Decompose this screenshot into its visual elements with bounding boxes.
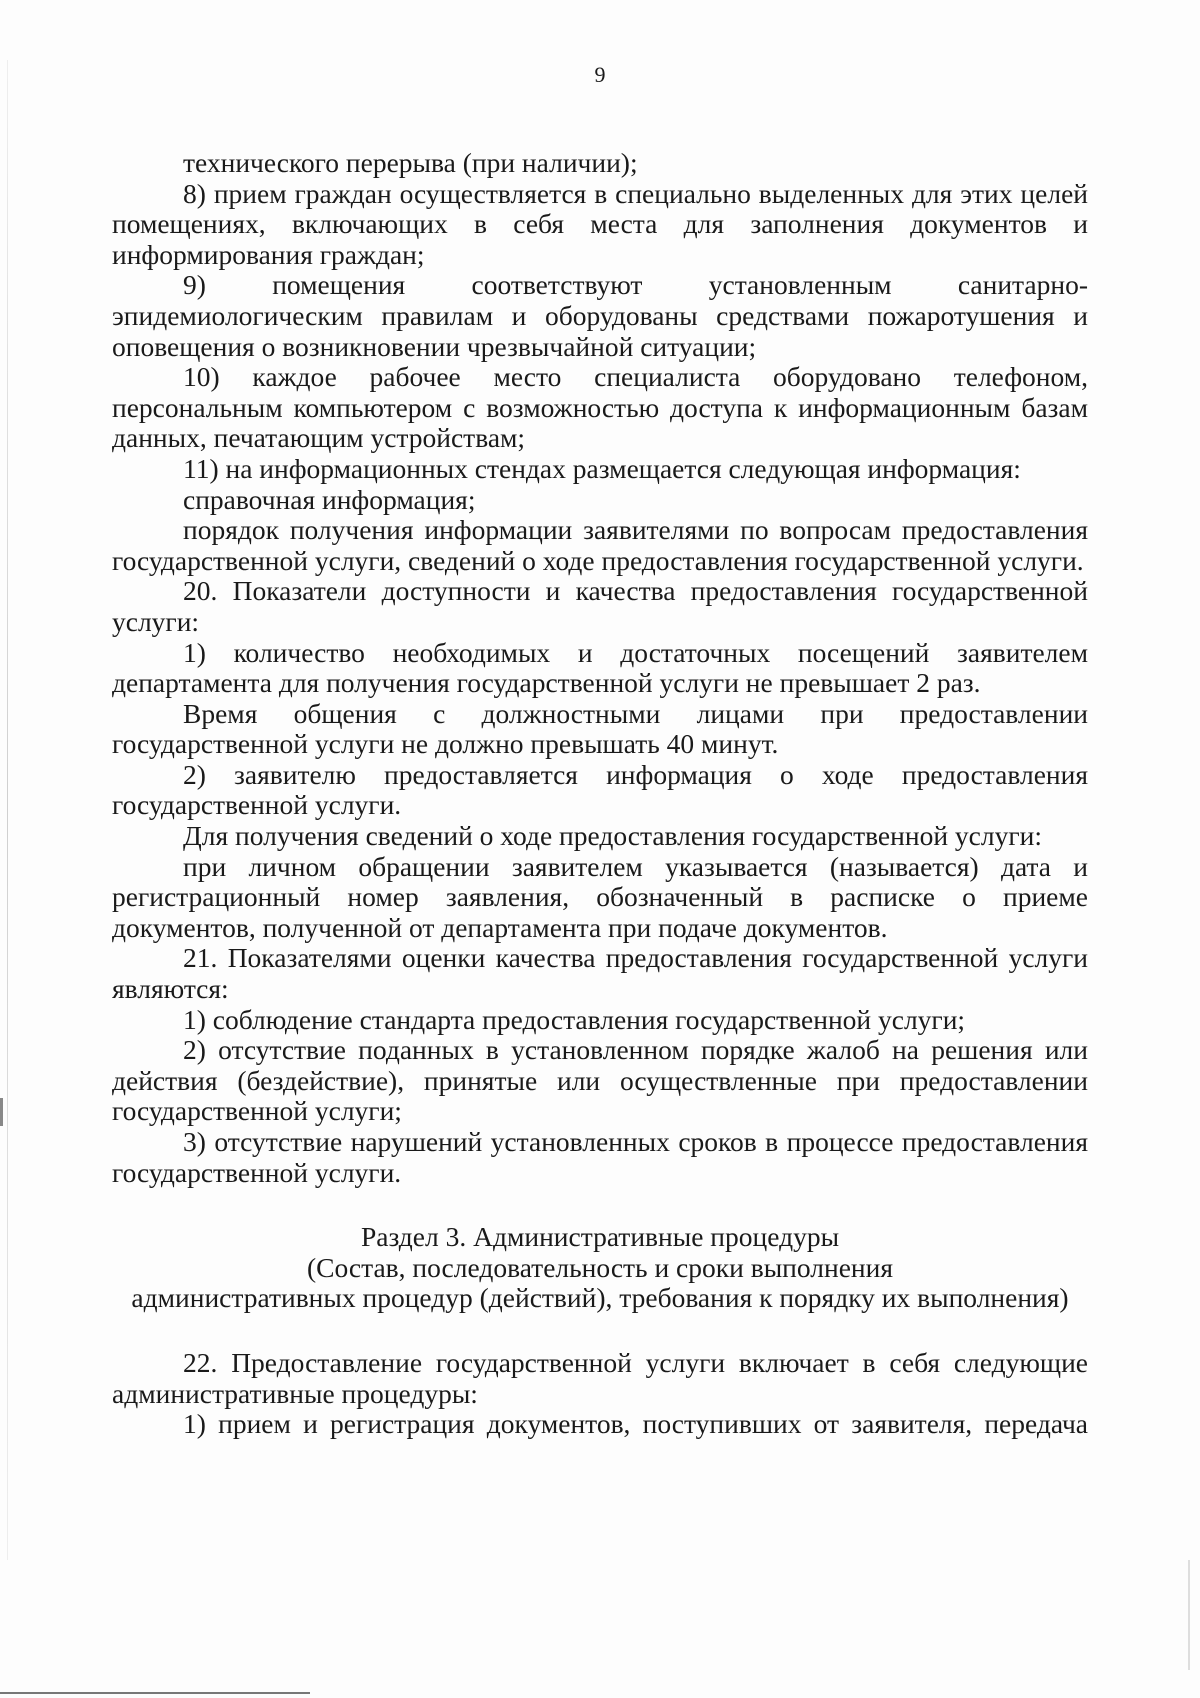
paragraph: 8) прием граждан осуществляется в специально выделенных для этих целей помещениях, включающих в себя места для заполнения документов и информирования граждан;: [112, 177, 1088, 270]
paragraph: 10) каждое рабочее место специалиста оборудовано телефоном, персональным компьютером с возможностью доступа к информационным базам данных, печатающим устройствам;: [112, 361, 1088, 454]
paragraph: порядок получения информации заявителями по вопросам предоставления государственной услуги, сведений о ходе предоставления государственной услуги.: [112, 514, 1088, 576]
spacer: [112, 1314, 1088, 1348]
document-body: [112, 148, 1088, 1440]
paragraph: 11) на информационных стендах размещается следующая информация:: [183, 452, 1021, 484]
paragraphs-after-heading: [112, 1348, 1088, 1440]
section-heading-line-1: Раздел 3. Административные процедуры: [360, 1221, 840, 1253]
paragraph: при личном обращении заявителем указывается (называется) дата и регистрационный номер заявления, обозначенный в расписке о приеме документов, полученной от департамента при подаче документов.: [112, 850, 1088, 943]
section-heading-line-2: (Состав, последовательность и сроки выполнения: [306, 1251, 894, 1283]
paragraph: 20. Показатели доступности и качества предоставления государственной услуги:: [112, 575, 1088, 637]
scan-edge-left: [7, 60, 8, 1560]
paragraph: 1) прием и регистрация документов, поступивших от заявителя, передача: [183, 1408, 1088, 1440]
paragraph: 22. Предоставление государственной услуги включает в себя следующие административные процедуры:: [112, 1346, 1088, 1409]
paragraph: Время общения с должностными лицами при предоставлении государственной услуги не должно превышать 40 минут.: [112, 697, 1088, 760]
paragraph: 21. Показателями оценки качества предоставления государственной услуги являются:: [112, 942, 1088, 1005]
scan-mark-left: [0, 1098, 3, 1126]
paragraph: 1) количество необходимых и достаточных посещений заявителем департамента для получения государственной услуги не превышает 2 раз.: [112, 636, 1088, 699]
spacer: [112, 1188, 1088, 1222]
paragraph: справочная информация;: [183, 483, 476, 515]
paragraph: 2) заявителю предоставляется информация о ходе предоставления государственной услуги.: [112, 758, 1088, 821]
paragraph: 1) соблюдение стандарта предоставления государственной услуги;: [183, 1003, 966, 1035]
paragraph: 2) отсутствие поданных в установленном порядке жалоб на решения или действия (бездействие), принятые или осуществленные при предоставлении государственной услуги;: [112, 1034, 1088, 1127]
paragraph: Для получения сведений о ходе предоставления государственной услуги:: [183, 820, 1042, 852]
section-heading-line-3: административных процедур (действий), требования к порядку их выполнения): [131, 1282, 1069, 1314]
scan-bottom-line: [0, 1692, 310, 1694]
paragraphs-before-heading: [112, 148, 1088, 1188]
page-number: 9: [594, 62, 606, 87]
paragraph: 9) помещения соответствуют установленным санитарно-эпидемиологическим правилам и оборудованы средствами пожаротушения и оповещения о возникновении чрезвычайной ситуации;: [112, 269, 1088, 362]
section-heading: [112, 1222, 1088, 1314]
paragraph: 3) отсутствие нарушений установленных сроков в процессе предоставления государственной услуги.: [112, 1126, 1088, 1188]
scan-edge-right: [1188, 1560, 1190, 1670]
paragraph: технического перерыва (при наличии);: [183, 147, 638, 178]
